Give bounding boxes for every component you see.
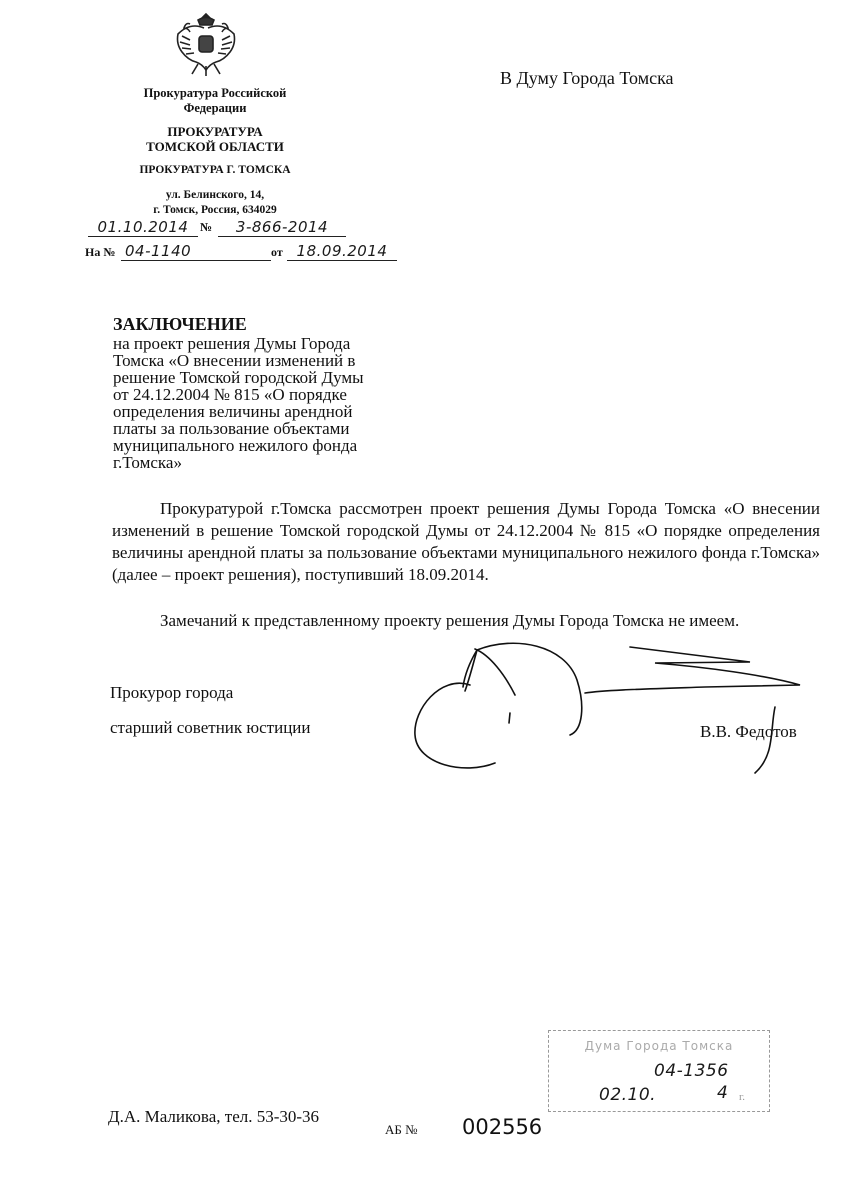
subject-line: определения величины арендной [113, 402, 353, 421]
subject-line: Томска «О внесении изменений в [113, 351, 356, 370]
registration-stamp [548, 1030, 770, 1112]
office-line-2: ТОМСКОЙ ОБЛАСТИ [146, 139, 284, 154]
stamp-reg-number: 04-1356 [654, 1061, 729, 1081]
office-line-1: ПРОКУРАТУРА [167, 124, 263, 139]
form-series-label: АБ № [385, 1122, 418, 1137]
signer-position-2: старший советник юстиции [110, 718, 311, 737]
form-serial-number: 002556 [462, 1115, 543, 1139]
ref-date: 18.09.2014 [287, 242, 397, 261]
handwritten-signature [405, 635, 815, 775]
russian-coat-of-arms-icon [170, 8, 242, 80]
city-office-name: ПРОКУРАТУРА Г. ТОМСКА [139, 164, 291, 176]
subject-line: решение Томской городской Думы [113, 368, 364, 387]
stamp-reg-suffix: г. [739, 1091, 746, 1103]
signer-name: В.В. Федотов [700, 722, 797, 741]
stamp-faded-text: Дума Города Томска [584, 1039, 734, 1053]
subject-block [113, 335, 416, 471]
subject-line: г.Томска» [113, 453, 182, 472]
outgoing-number-line [88, 218, 348, 238]
signer-position-1: Прокурор города [110, 683, 234, 702]
reference-number-line [85, 242, 405, 262]
address-line-2: г. Томск, Россия, 634029 [153, 204, 277, 216]
body-paragraph-2: Замечаний к представленному проекту решения Думы Города Томска не имеем. [160, 611, 740, 630]
ref-from-label: от [271, 245, 283, 259]
org-line-1: Прокуратура Российской [143, 86, 287, 100]
stamp-reg-date: 02.10. [599, 1085, 657, 1105]
document-title: ЗАКЛЮЧЕНИЕ [113, 314, 247, 334]
regional-office-name [95, 124, 335, 154]
outgoing-number: 3-866-2014 [218, 218, 346, 237]
stamp-reg-year-digit: 4 [717, 1083, 729, 1103]
ref-prefix: На № [85, 245, 116, 259]
subject-line: платы за пользование объектами [113, 419, 350, 438]
executor-info: Д.А. Маликова, тел. 53-30-36 [108, 1107, 320, 1126]
subject-line: на проект решения Думы Города [113, 334, 351, 353]
addressee: В Думу Города Томска [500, 68, 674, 88]
address-line-1: ул. Белинского, 14, [165, 189, 265, 201]
organization-name [95, 86, 335, 116]
number-sign: № [200, 220, 213, 234]
office-address [95, 188, 335, 218]
outgoing-date: 01.10.2014 [88, 218, 198, 237]
org-line-2: Федерации [183, 101, 247, 115]
body-paragraph-1: Прокуратурой г.Томска рассмотрен проект решения Думы Города Томска «О внесении изменений в решение Томской городской Думы от 24.12.2004 № 815 «О порядке определения величины арендной платы за пользование объектами муниципального нежилого фонда г.Томска» (далее – проект решения), поступивший 18.09.2014. [112, 499, 820, 584]
ref-number: 04-1140 [121, 242, 271, 261]
subject-line: от 24.12.2004 № 815 «О порядке [113, 385, 347, 404]
subject-line: муниципального нежилого фонда [113, 436, 358, 455]
